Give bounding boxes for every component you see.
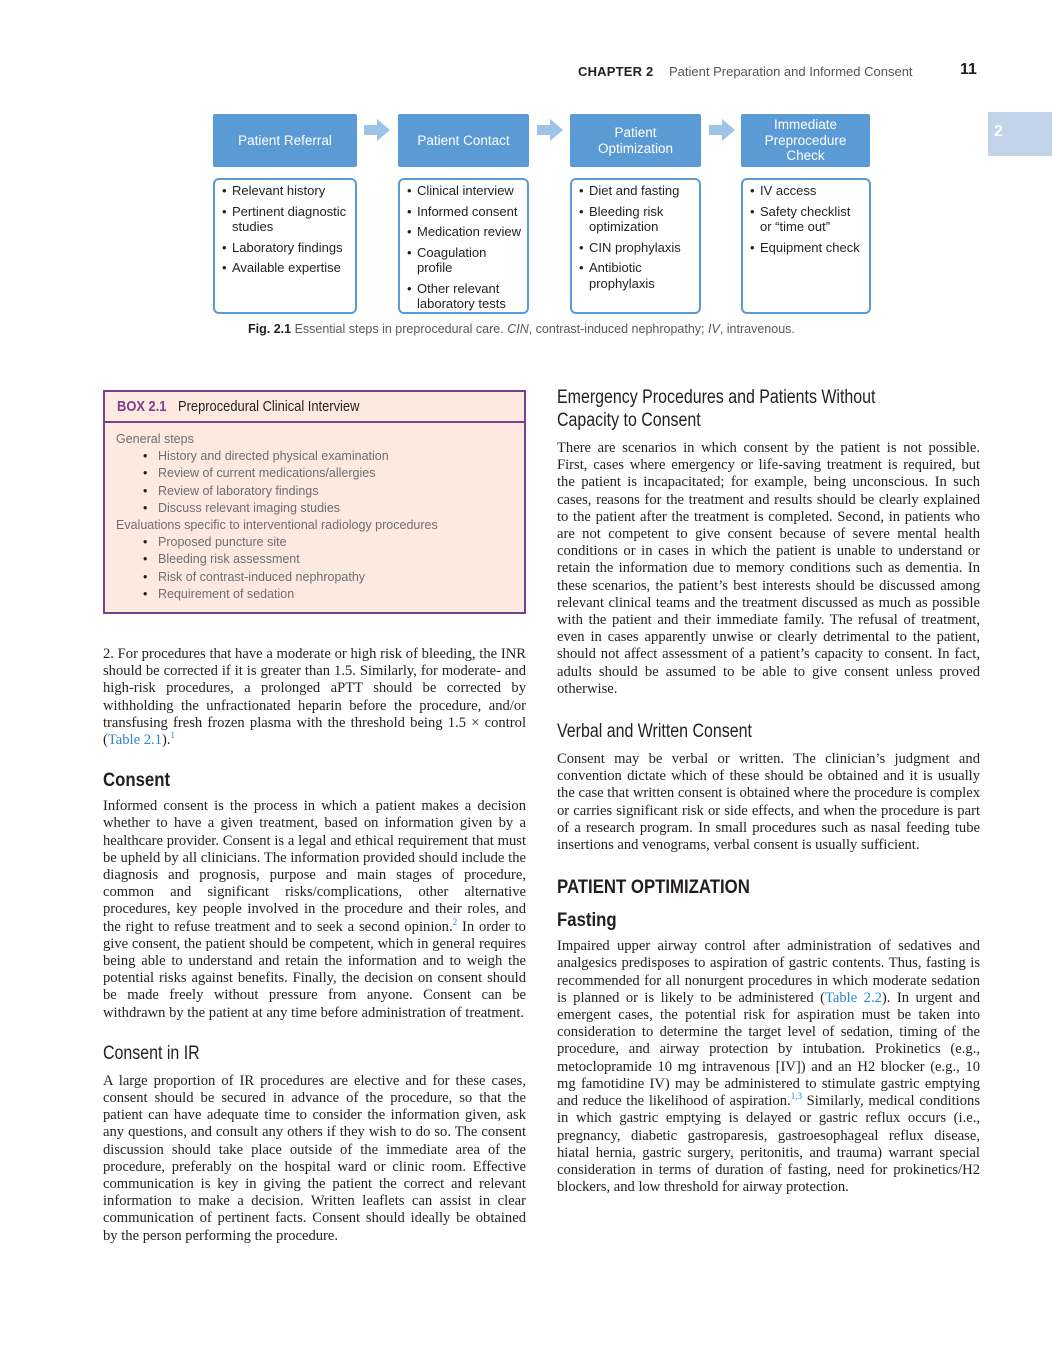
figure-caption	[248, 322, 795, 336]
box-clinical-interview	[103, 390, 526, 614]
step-item: • Safety checklist or “time out”	[750, 204, 865, 235]
step-title: Patient Referral	[238, 132, 332, 148]
step-item: • Bleeding risk optimization	[579, 204, 695, 235]
step-box-preprocedure-check	[741, 178, 871, 314]
section-heading-consent-ir: Consent in IR	[103, 1042, 200, 1064]
box-body	[105, 423, 524, 603]
figure-caption-text: , contrast-induced nephropathy;	[528, 322, 705, 336]
step-box-contact	[398, 178, 529, 314]
chapter-title: Patient Preparation and Informed Consent	[669, 64, 913, 79]
box-label: BOX 2.1	[117, 398, 167, 415]
heading-line: Capacity to Consent	[557, 410, 701, 431]
step-item: • Clinical interview	[407, 183, 523, 199]
box-item: • Proposed puncture site	[143, 534, 524, 551]
step-item: • Pertinent diagnostic studies	[222, 204, 351, 235]
step-item: • Other relevant laboratory tests	[407, 281, 523, 312]
reference-link[interactable]: 1	[170, 730, 175, 741]
step-title: Patient Contact	[417, 132, 510, 148]
step-header-contact	[398, 114, 529, 167]
arrow-right-icon	[709, 119, 735, 141]
box-item: • Review of current medications/allergies	[143, 465, 524, 482]
step-item: • Available expertise	[222, 260, 351, 276]
box-title: Preprocedural Clinical Interview	[178, 398, 360, 415]
step-header-optimization	[570, 114, 701, 167]
step-title: Immediate Preprocedure Check	[764, 117, 847, 164]
box-header	[105, 392, 524, 423]
box-item: • History and directed physical examination	[143, 448, 524, 465]
step-item: • IV access	[750, 183, 865, 199]
step-item: • Coagulation profile	[407, 245, 523, 276]
table-link[interactable]: Table 2.1	[107, 732, 162, 749]
reference-link[interactable]: 2	[452, 916, 458, 927]
paragraph-text: Informed consent is the process in which a patient makes a decision whether to have a given treatment, based on information given by a healthcare provider. Consent is a legal and ethical requirement that must be upheld by all clinicians. The information provided should include the diagnosis and prognosis, purpose and main stages of procedure, common and significant risks/complications, other alternative procedures, key people involved in the procedure and their roles, and the right to refuse treatment and to seek a second opinion.	[103, 798, 526, 935]
step-item: • Relevant history	[222, 183, 351, 199]
step-item: • Laboratory findings	[222, 240, 351, 256]
step-item: • Equipment check	[750, 240, 865, 256]
paragraph-text: ).	[161, 732, 171, 749]
step-item: • Informed consent	[407, 204, 523, 220]
box-item: • Risk of contrast-induced nephropathy	[143, 569, 524, 586]
figure-caption-text: , intravenous.	[719, 322, 795, 336]
chapter-label: CHAPTER 2	[578, 64, 654, 79]
step-item: • Diet and fasting	[579, 183, 695, 199]
paragraph-text: 2. For procedures that have a moderate or high risk of bleeding, the INR should be corrected if it is greater than 1.5. Similarly, for moderate- and high-risk procedures, a prolonged aPTT should be corrected by withholding the unfractionated heparin before the procedure, and/or transfusing fresh frozen plasma with the threshold being 1.5 × control (	[103, 646, 526, 749]
box-item: • Requirement of sedation	[143, 586, 524, 603]
step-item: • Antibiotic prophylaxis	[579, 260, 695, 291]
paragraph-text: Similarly, medical conditions in which gastric emptying is delayed or gastric reflux occurs (i.e., pregnancy, diabetic gastroparesis, gastroesophageal reflux disease, hiatal hernia, gastric surgery, peritonitis, and trauma) warrant special consideration in terms of duration of fasting, need for prokinetics/H2 blockers, and low threshold for airway protection.	[557, 1093, 980, 1196]
reference-link[interactable]: 1,3	[790, 1091, 802, 1102]
box-item: • Bleeding risk assessment	[143, 551, 524, 568]
box-item: • Discuss relevant imaging studies	[143, 500, 524, 517]
figure-caption-abbr: IV	[708, 322, 720, 336]
heading-line: Emergency Procedures and Patients Without	[557, 387, 876, 408]
right-column	[557, 386, 980, 1196]
figure-caption-label: Fig. 2.1	[248, 322, 292, 336]
step-title: Patient Optimization	[597, 125, 674, 156]
table-link[interactable]: Table 2.2	[825, 989, 882, 1006]
box-item: • Review of laboratory findings	[143, 483, 524, 500]
section-heading-emergency	[557, 386, 912, 432]
section-heading-patient-optimization: PATIENT OPTIMIZATION	[557, 876, 750, 899]
step-item: • CIN prophylaxis	[579, 240, 695, 256]
page-number: 11	[960, 61, 977, 78]
chapter-tab	[988, 112, 1052, 156]
step-box-optimization	[570, 178, 701, 314]
box-group-heading: General steps	[116, 432, 194, 446]
chapter-tab-number: 2	[994, 123, 1003, 140]
running-header	[0, 60, 1052, 84]
paragraph-text: In order to give consent, the patient should be competent, which in general requires being able to understand and retain the information and to weigh the potential risks against benefits. Finally, the decision on consent should be made freely without pressure from anyone. Consent can be withdrawn by the patient at any time before administration of treatment.	[103, 918, 526, 1021]
section-heading-fasting: Fasting	[557, 909, 617, 932]
paragraph-fasting	[557, 938, 980, 1196]
paragraph-consent	[103, 798, 526, 1022]
section-heading-verbal-consent: Verbal and Written Consent	[557, 721, 752, 743]
step-header-preprocedure-check	[741, 114, 870, 167]
box-group-heading: Evaluations specific to interventional radiology procedures	[116, 518, 438, 533]
paragraph-inr	[103, 646, 526, 749]
paragraph-emergency: There are scenarios in which consent by the patient is not possible. First, cases where emergency or life-saving treatment is required, but the patient is incapacitated; for example, being unconscious. In such cases, reasons for the treatment and results should be clearly explained to the patient after the treatment is completed. Second, in patients who are not competent to give consent because of severe mental health conditions or in cases in which the patient is unable to understand or retain the information due to memory conditions such as dementia. In these scenarios, the patient’s best interests should be discussed among relevant clinical teams and the treatment discussed as much as possible with the patient and their immediate family. The refusal of treatment, even in cases apparently unwise or clearly detrimental to the patient, should not affect assessment of a patient’s capacity to consent. In fact, adults should be assumed to be able to give consent unless proved otherwise.	[557, 440, 980, 697]
arrow-right-icon	[364, 119, 390, 141]
section-heading-consent: Consent	[103, 769, 171, 792]
paragraph-text: ). In urgent and emergent cases, the potential risk for aspiration must be taken into consideration to determine the target level of sedation, timing of the procedure, and airway protection by intubation. Prokinetics (e.g., metoclopramide 10 mg intravenous [IV]) and an H2 blocker (e.g., 10 mg famotidine IV) may be administered to stimulate gastric emptying and reduce the likelihood of aspiration.	[557, 989, 981, 1110]
paragraph-consent-ir: A large proportion of IR procedures are elective and for these cases, consent should be secured in advance of the procedure, so that the patient can have adequate time to consider the information given, ask any questions, and consult any others if they wish to do so. The consent discussion should take place outside of the immediate area of the procedure, preferably on the hospital ward or clinic room. Effective communication is key in giving the patient the correct and relevant information to make a decision. Written leaflets can assist in clear communication of pertinent facts. Consent should ideally be obtained by the person performing the procedure.	[103, 1072, 526, 1244]
step-item: • Medication review	[407, 224, 523, 240]
figure-caption-text: Essential steps in preprocedural care.	[294, 322, 504, 336]
paragraph-text: Impaired upper airway control after administration of sedatives and analgesics predisposes to aspiration of gastric contents. Thus, fasting is recommended for all nonurgent procedures in which moderate sedation is planned or is likely to be administered (	[557, 938, 980, 1006]
figure-caption-abbr: CIN	[507, 322, 529, 336]
left-column	[103, 646, 526, 1245]
step-header-referral	[213, 114, 357, 167]
step-box-referral	[213, 178, 357, 314]
paragraph-verbal-consent: Consent may be verbal or written. The clinician’s judgment and convention dictate which of these should be obtained and it is usually the case that written consent is obtained where the procedure is complex or carries significant risk or side effects, and when the procedure is part of a research program. In small procedures such as nasal feeding tube insertions and venograms, verbal consent is usually sufficient.	[557, 751, 980, 854]
arrow-right-icon	[537, 119, 563, 141]
